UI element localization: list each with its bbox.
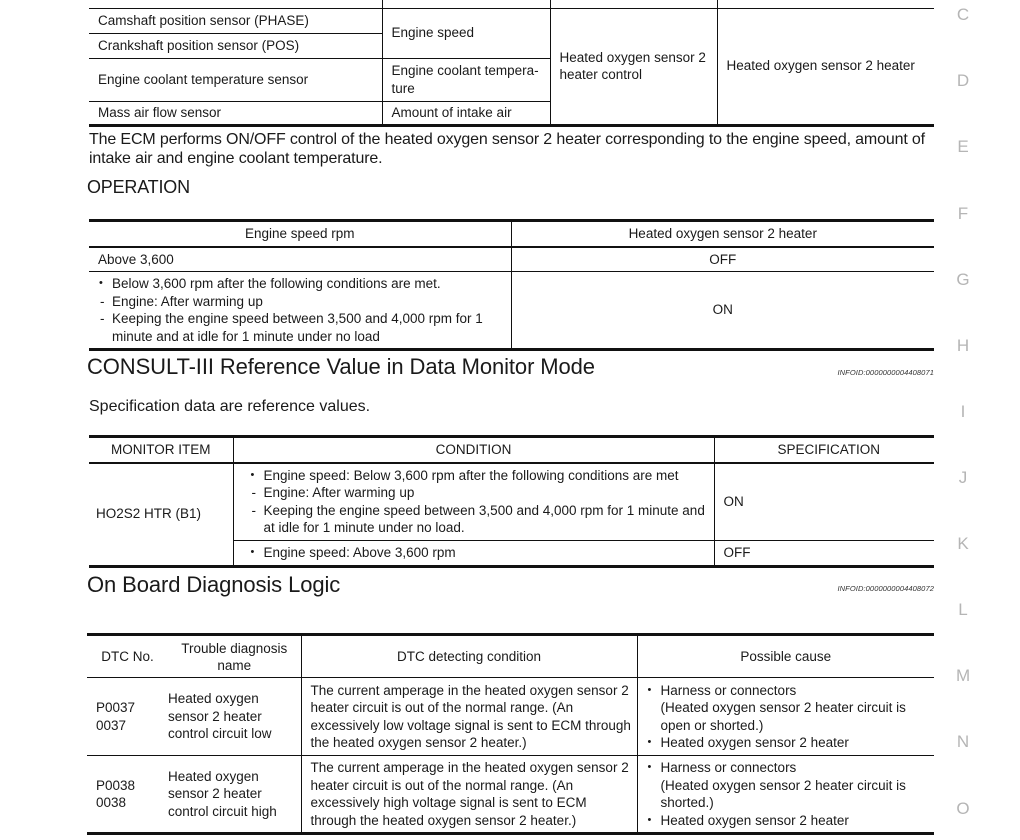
detecting-condition-cell: The current amperage in the heated oxygen sensor 2 heater circuit is out of the normal range. (An excessively low voltage signal is sent to ECM through the heated oxygen sensor 2 heater.) (301, 678, 637, 756)
io-table (89, 0, 934, 127)
signal-cell: Engine speed (382, 8, 550, 58)
cause-item: • Heated oxygen sensor 2 heater (647, 734, 926, 752)
signal-cell: Engine coolant tempera-ture (382, 58, 550, 101)
condition-item: • Engine speed: Below 3,600 rpm after the following conditions are met (250, 467, 708, 485)
sensor-cell: Mass air flow sensor (89, 101, 382, 125)
margin-index-letter: F (957, 204, 969, 223)
cause-main: Harness or connectors (660, 760, 797, 775)
trouble-name-cell: Heated oxygen sensor 2 heater control circuit low (168, 691, 272, 742)
reference-note: Specification data are reference values. (89, 398, 371, 415)
cause-list (647, 759, 926, 829)
sensor-cell: Engine coolant temperature sensor (89, 58, 382, 101)
specification-cell: ON (723, 494, 744, 509)
consult-infoid: INFOID:0000000004408071 (837, 368, 934, 377)
cause-item: • Heated oxygen sensor 2 heater (647, 812, 926, 830)
condition-item: • Below 3,600 rpm after the following conditions are met. (98, 275, 505, 293)
column-header: Possible cause (637, 635, 934, 678)
condition-item: • Engine speed: Above 3,600 rpm (250, 544, 705, 562)
margin-index-letter: J (958, 468, 968, 487)
margin-index-letter: N (956, 732, 970, 751)
condition-item: - Keeping the engine speed between 3,500 and 4,000 rpm for 1 minute and at idle for 1 minute under no load (98, 310, 505, 345)
cause-detail: (Heated oxygen sensor 2 heater circuit is shorted.) (660, 777, 906, 810)
operation-table (89, 219, 934, 351)
dtc-code-alt: 0038 (96, 795, 127, 810)
column-header: MONITOR ITEM (89, 437, 233, 463)
condition-item: - Keeping the engine speed between 3,500 and 4,000 rpm for 1 minute and at idle for 1 minute under no load. (250, 502, 708, 537)
column-header: Trouble diagnosis name (168, 635, 301, 678)
sensor-cell: Crankshaft position sensor (POS) (89, 33, 382, 58)
heater-state-cell: ON (511, 272, 934, 350)
condition-list (250, 467, 708, 537)
table-row (87, 678, 934, 756)
condition-list (98, 275, 505, 345)
table-row (89, 247, 934, 272)
condition-item: - Engine: After warming up (250, 484, 708, 502)
margin-index-letter: C (956, 5, 970, 24)
margin-index-letter: D (956, 71, 970, 90)
condition-item: - Engine: After warming up (98, 293, 505, 311)
table-row (87, 756, 934, 834)
dtc-code: P0037 (96, 700, 136, 715)
margin-index-letter: G (956, 270, 970, 289)
table-row (89, 272, 934, 350)
detecting-condition-cell: The current amperage in the heated oxygen sensor 2 heater circuit is out of the normal range. (An excessively high voltage signal is sent to ECM through the heated oxygen sensor 2 heater.) (301, 756, 637, 834)
sensor-cell: Camshaft position sensor (PHASE) (89, 8, 382, 33)
margin-index-letter: L (958, 600, 968, 619)
ecm-function-cell: Heated oxygen sensor 2 heater control (550, 8, 717, 125)
column-header: CONDITION (233, 437, 714, 463)
column-header: SPECIFICATION (714, 437, 934, 463)
table-row (89, 463, 934, 541)
column-header: DTC No. (87, 635, 168, 678)
obd-infoid: INFOID:0000000004408072 (837, 584, 934, 593)
trouble-name-cell: Heated oxygen sensor 2 heater control circuit high (168, 756, 301, 834)
monitor-item-cell: HO2S2 HTR (B1) (96, 506, 202, 522)
heater-state-cell: OFF (709, 251, 737, 267)
margin-index-letter: H (956, 336, 970, 355)
cause-detail: (Heated oxygen sensor 2 heater circuit is open or shorted.) (660, 700, 906, 733)
margin-index-letter: O (956, 799, 970, 818)
column-header: Heated oxygen sensor 2 heater (511, 221, 934, 247)
monitor-table (89, 435, 934, 568)
column-header: DTC detecting condition (301, 635, 637, 678)
margin-index-letter: E (957, 137, 969, 156)
cause-item (647, 759, 926, 812)
cause-item (647, 682, 926, 735)
cause-list (647, 682, 926, 752)
dtc-table (87, 633, 934, 835)
dtc-code: P0038 (96, 777, 136, 793)
obd-section-title: On Board Diagnosis Logic (87, 572, 341, 597)
actuator-cell: Heated oxygen sensor 2 heater (726, 58, 915, 74)
specification-cell: OFF (714, 541, 934, 567)
consult-section-title: CONSULT-III Reference Value in Data Monitor Mode (87, 354, 595, 379)
engine-speed-cell: Above 3,600 (89, 247, 511, 272)
operation-heading: OPERATION (87, 177, 190, 197)
margin-index-letter: I (960, 402, 966, 421)
margin-index-letter: K (957, 534, 969, 553)
description-paragraph: The ECM performs ON/OFF control of the heated oxygen sensor 2 heater corresponding to the engine speed, amount of intake air and engine coolant temperature. (89, 131, 925, 167)
signal-cell: Amount of intake air (382, 101, 550, 125)
cause-main: Harness or connectors (660, 682, 797, 698)
dtc-code-alt: 0037 (96, 717, 127, 733)
condition-list (250, 544, 705, 562)
column-header: Engine speed rpm (89, 221, 511, 247)
margin-index-letter: M (956, 666, 971, 685)
